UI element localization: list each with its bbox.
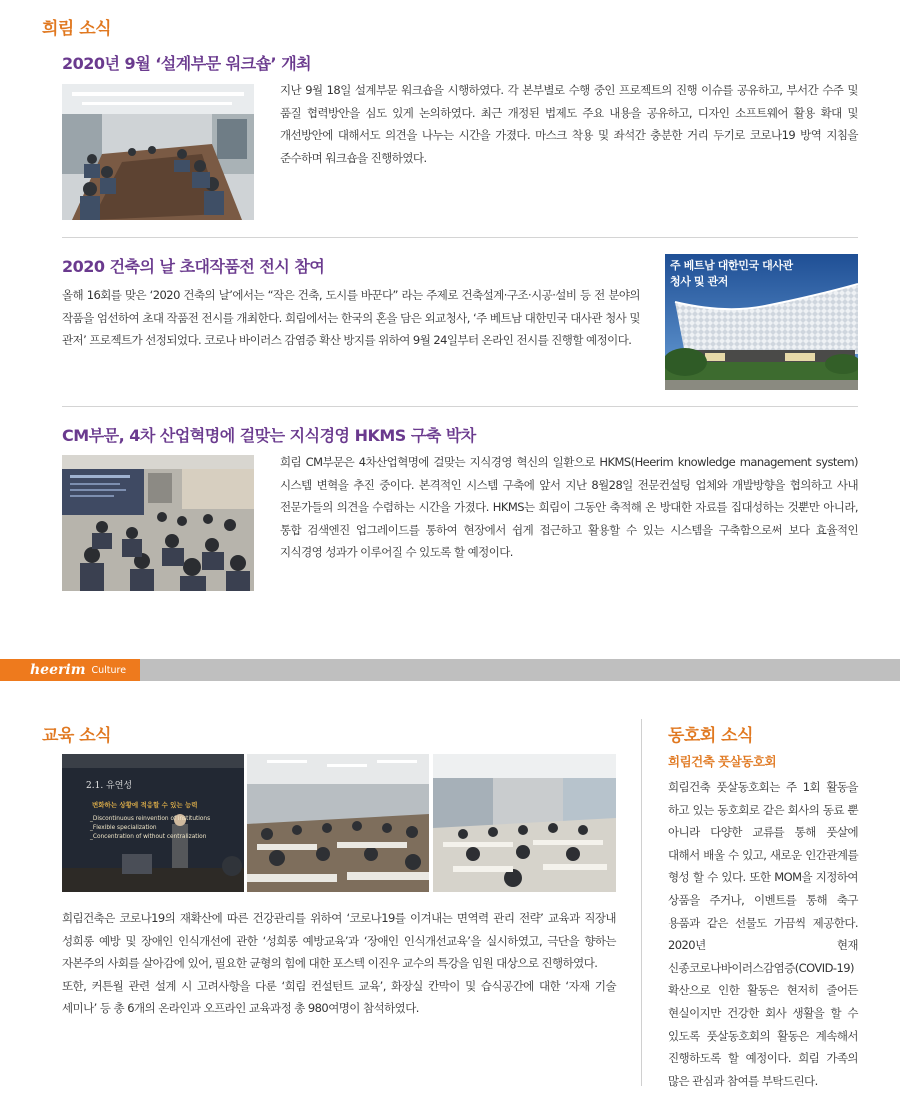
article-body-hkms: 희림 CM부문은 4차산업혁명에 걸맞는 지식경영 혁신의 일환으로 HKMS(Heerim knowledge management system) 시스템 변혁을 추진 중이다. 본격적인 시스템 구축에 앞서 지난 8월28일 전문컨설팅 업체와 개발방향을 협의하고 사내 전문가들의 의견을 수렴하는 시간을 가졌다. HKMS는 희림이 그동안 축적해 온 방대한 자료를 집대성하는 것뿐만 아니라, 통합 검색엔진 업그레이드를 통하여 현장에서 쉽게 접근하고 활용할 수 있는 시스템을 구축함으로써 보다 효율적인 지식경영 성과가 이루어질 수 있도록 할 예정이다. <box>280 455 858 560</box>
section-title-club: 동호회 소식 <box>668 726 754 746</box>
slide-item: _Concentration of without centralization <box>90 834 207 840</box>
photo-hkms-meeting <box>62 455 254 591</box>
culture-band <box>0 659 900 681</box>
slide-item: _Flexible specialization <box>90 825 157 831</box>
divider <box>62 237 858 238</box>
slide-item: _Discontinuous reinvention of institutions <box>90 816 211 822</box>
article-title-workshop: 2020년 9월 ‘설계부문 워크숍’ 개최 <box>62 54 312 73</box>
photo-caption-embassy <box>670 258 793 290</box>
band-subtitle: Culture <box>91 664 127 676</box>
slide-items <box>90 815 210 842</box>
column-divider <box>641 719 642 1086</box>
photo-edu-seminar <box>433 754 616 892</box>
divider <box>62 406 858 407</box>
photo-caption-line2: 청사 및 관저 <box>670 275 728 288</box>
club-subtitle: 희림건축 풋살동호회 <box>668 754 777 769</box>
article-title-hkms: CM부문, 4차 산업혁명에 걸맞는 지식경영 HKMS 구축 박차 <box>62 426 476 445</box>
photo-workshop-meeting <box>62 84 254 220</box>
edu-paragraph-1: 희림건축은 코로나19의 재확산에 따른 건강관리를 위하여 ‘코로나19를 이겨내는 면역력 관리 전략’ 교육과 직장내 성희롱 예방 및 장애인 인식개선에 관한 ‘성희롱 예방교육’과 ‘장애인 인식개선교육’을 실시하였고, 극단을 향하는 자본주의 사회를 살아감에 있어, 필요한 균형의 힘에 대한 포스텍 이진우 교수의 특강을 임원 대상으로 진행하였다. <box>62 911 616 971</box>
club-body: 희림건축 풋살동호회는 주 1회 활동을 하고 있는 동호회로 같은 회사의 동료 뿐 아니라 다양한 교류를 통해 풋살에 대해서 배울 수 있고, 새로운 인간관계를 형성 할 수 있다. 또한 MOM을 지정하여 상품을 주거나, 이벤트를 통해 축구 용품과 같은 선물도 가끔씩 제공한다. 2020년 현재 신종코로나바이러스감염증(COVID-19) 확산으로 인한 활동은 현저히 줄어든 현실이지만 건강한 회사 생활을 할 수 있도록 풋살동호회의 활동은 계속해서 진행하도록 할 예정이다. 희림 가족의 많은 관심과 참여를 부탁드린다. <box>668 780 858 1088</box>
culture-tab <box>0 659 140 681</box>
slide-heading: 변화하는 상황에 적응할 수 있는 능력 <box>92 801 198 809</box>
article-body-workshop: 지난 9월 18일 설계부문 워크숍을 시행하였다. 각 본부별로 수행 중인 프로젝트의 진행 이슈를 공유하고, 부서간 수주 및 품질 협력방안을 심도 있게 논의하였다. 최근 개정된 법제도 주요 내용을 공유하고, 디자인 소프트웨어 활용 확대 및 개선방안에 대해서도 의견을 나누는 시간을 가졌다. 마스크 착용 및 좌석간 충분한 거리 두기로 코로나19 방역 지침을 준수하며 워크숍을 진행하였다. <box>280 83 858 165</box>
section-title-education: 교육 소식 <box>42 726 112 746</box>
edu-paragraph-2: 또한, 커튼월 관련 설계 시 고려사항을 다룬 ‘희림 컨설턴트 교육’, 화장실 칸막이 및 습식공간에 대한 ‘자재 기술 세미나’ 등 총 6개의 온라인과 오프라인 교육과정 총 980여명이 참석하였다. <box>62 978 616 1016</box>
photo-caption-line1: 주 베트남 대한민국 대사관 <box>670 259 793 272</box>
section-title-news: 희림 소식 <box>42 19 112 39</box>
brand-logo-text: heerim <box>30 662 86 678</box>
photo-edu-classroom <box>247 754 429 892</box>
edu-body <box>62 907 616 1020</box>
article-title-architecture-day: 2020 건축의 날 초대작품전 전시 참여 <box>62 257 325 276</box>
photo-edu-lecture <box>62 754 244 892</box>
slide-number: 2.1. 유연성 <box>86 781 133 791</box>
article-body-architecture-day: 올해 16회를 맞은 ‘2020 건축의 날’에서는 “작은 건축, 도시를 바꾼다” 라는 주제로 건축설계·구조·시공·설비 등 전 분야의 작품을 엄선하여 초대 작품전 전시를 개최한다. 희림에서는 한국의 혼을 담은 외교청사, ‘주 베트남 대한민국 대사관 청사 및 관저’ 프로젝트가 선정되었다. 코로나 바이러스 감염증 확산 방지를 위하여 9월 24일부터 온라인 전시를 진행할 예정이다. <box>62 288 640 348</box>
